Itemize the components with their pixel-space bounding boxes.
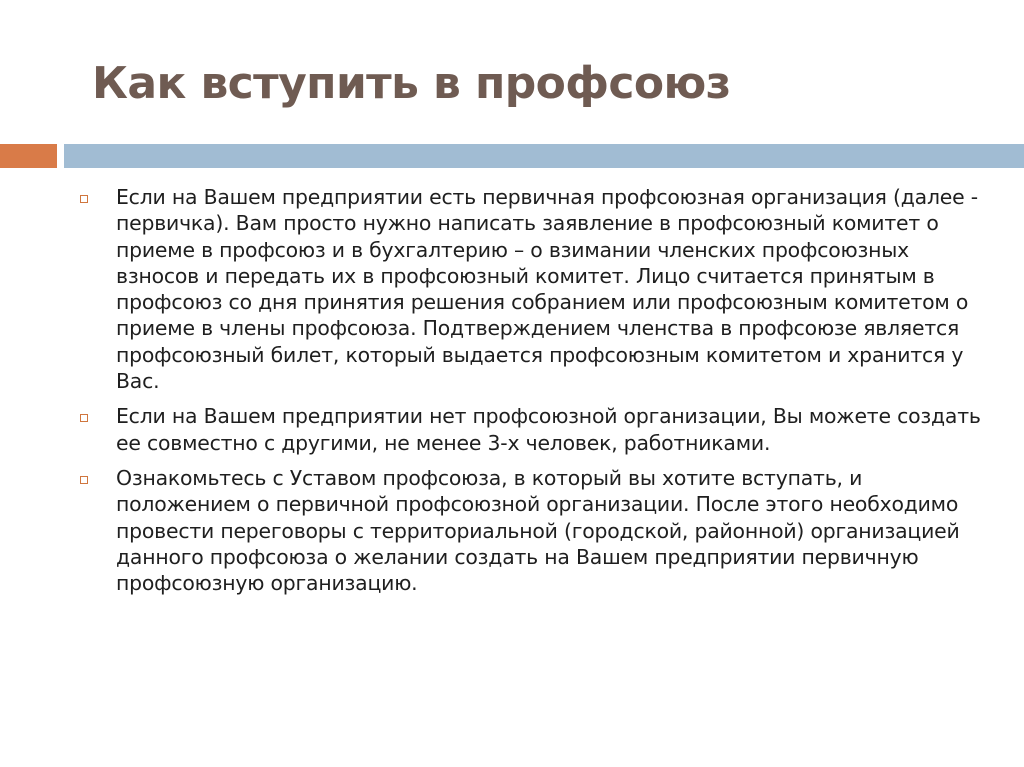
square-bullet-icon: [80, 414, 88, 422]
bullet-item-3: [76, 465, 991, 596]
bullet-text: Ознакомьтесь с Уставом профсоюза, в который вы хотите вступать, и положением о первичной профсоюзной организации. После этого необходимо провести переговоры с территориальной (городской, районной) организацией данного профсоюза о желании создать на Вашем предприятии первичную профсоюзную организацию.: [116, 465, 960, 596]
bullet-item-2: [76, 403, 991, 456]
square-bullet-icon: [80, 195, 88, 203]
square-bullet-icon: [80, 476, 88, 484]
slide-title: Как вступить в профсоюз: [92, 58, 731, 109]
bullet-text: Если на Вашем предприятии есть первичная профсоюзная организация (далее - первичка). Вам просто нужно написать заявление в профсоюзный комитет о приеме в профсоюз и в бухгалтерию – о взимании членских профсоюзных взносов и передать их в профсоюзный комитет. Лицо считается принятым в профсоюз со дня принятия решения собранием или профсоюзным комитетом о приеме в члены профсоюза. Подтверждением членства в профсоюзе является профсоюзный билет, который выдается профсоюзным комитетом и хранится у Вас.: [116, 185, 978, 394]
bullet-list: [76, 184, 991, 605]
bullet-text: Если на Вашем предприятии нет профсоюзной организации, Вы можете создать ее совместно с другими, не менее 3-х человек, работниками.: [116, 404, 981, 455]
title-accent-bar: [0, 144, 57, 168]
title-divider-bar: [64, 144, 1024, 168]
bullet-item-1: [76, 184, 991, 394]
